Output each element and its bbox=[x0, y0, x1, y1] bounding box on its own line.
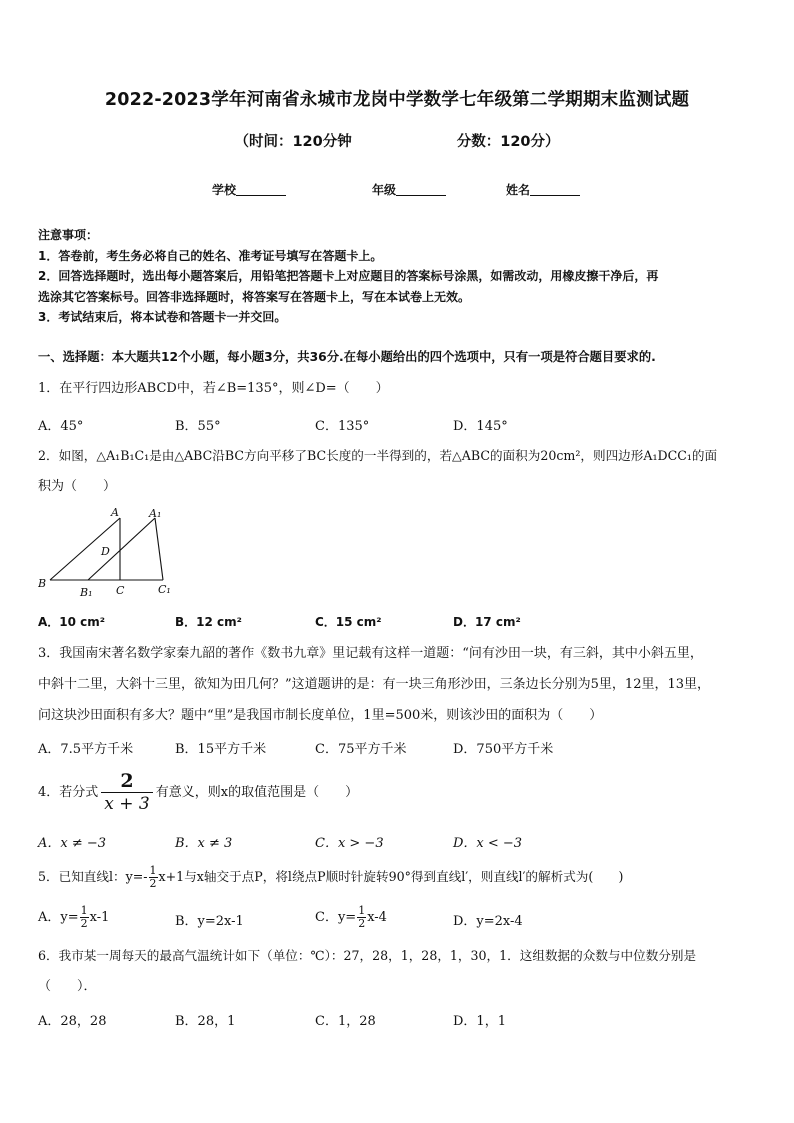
label-b1: B₁ bbox=[80, 586, 93, 599]
grade-blank bbox=[396, 183, 446, 196]
school-blank bbox=[236, 183, 286, 196]
fraction-numerator: 1 bbox=[149, 864, 157, 877]
option-a: A．45° bbox=[38, 419, 84, 434]
question-5-text bbox=[38, 865, 623, 890]
label-c1: C₁ bbox=[158, 583, 171, 596]
question-5-suffix: x+1与x轴交于点P，将l绕点P顺时针旋转90°得到直线l′，则直线l′的解析式为( ) bbox=[158, 869, 624, 884]
option-c-suffix: x-4 bbox=[367, 910, 387, 925]
option-d: D．750平方千米 bbox=[453, 742, 554, 757]
translated-triangles-figure bbox=[38, 503, 188, 603]
fraction-denominator: x + 3 bbox=[104, 794, 150, 814]
label-c: C bbox=[116, 584, 125, 597]
option-d: D．145° bbox=[453, 419, 508, 434]
question-4-text bbox=[38, 769, 358, 817]
question-3-line1: 3．我国南宋著名数学家秦九韶的著作《数书九章》里记载有这样一道题：“问有沙田一块，有三斜，其中小斜五里， bbox=[38, 646, 703, 661]
fraction-denominator: 2 bbox=[149, 877, 157, 890]
fraction-denominator: 2 bbox=[358, 917, 366, 930]
label-b: B bbox=[38, 577, 47, 590]
fraction-2-over-x-plus-3 bbox=[101, 770, 152, 815]
option-d: D．y=2x-4 bbox=[453, 914, 523, 929]
question-2-line1: 2．如图，△A₁B₁C₁是由△ABC沿BC方向平移了BC长度的一半得到的，若△ABC的面积为20cm²，则四边形A₁DCC₁的面 bbox=[38, 448, 718, 463]
question-6-line2: （ ）． bbox=[38, 979, 97, 994]
note-line: 3．考试结束后，将本试卷和答题卡一并交回。 bbox=[38, 310, 287, 324]
fraction-numerator: 2 bbox=[101, 770, 152, 793]
option-d: D．x < −3 bbox=[453, 836, 523, 851]
question-2-line2: 积为（ ） bbox=[38, 479, 117, 494]
question-4-suffix: 有意义，则x的取值范围是（ ） bbox=[155, 785, 359, 800]
option-a: A．x ≠ −3 bbox=[38, 836, 107, 851]
option-d: D．17 cm² bbox=[453, 615, 521, 629]
school-label: 学校 bbox=[212, 183, 237, 197]
fraction-one-half bbox=[357, 905, 366, 930]
option-c: C．135° bbox=[315, 419, 370, 434]
option-c-prefix: C．y= bbox=[315, 910, 357, 925]
label-a1: A₁ bbox=[149, 507, 162, 520]
question-3-line2: 中斜十二里，大斜十三里，欲知为田几何？”这道题讲的是：有一块三角形沙田，三条边长分别为5里，12里，13里， bbox=[38, 677, 711, 692]
option-d: D．1，1 bbox=[453, 1014, 506, 1029]
section-heading: 一、选择题：本大题共12个小题，每小题3分，共36分.在每小题给出的四个选项中，只有一项是符合题目要求的. bbox=[38, 350, 656, 364]
question-3-line3: 问这块沙田面积有多大？题中“里”是我国市制长度单位，1里=500米，则该沙田的面积为（ ） bbox=[38, 708, 603, 723]
exam-title: 2022-2023学年河南省永城市龙岗中学数学七年级第二学期期末监测试题 bbox=[104, 90, 690, 110]
notes-heading: 注意事项： bbox=[38, 228, 99, 242]
fraction-one-half bbox=[80, 905, 89, 930]
option-a: A．10 cm² bbox=[38, 615, 106, 629]
option-c: C．x > −3 bbox=[315, 836, 384, 851]
name-label: 姓名 bbox=[506, 183, 531, 197]
question-1-text: 1．在平行四边形ABCD中，若∠B=135°，则∠D=（ ） bbox=[38, 381, 389, 396]
fraction-numerator: 1 bbox=[358, 904, 366, 917]
name-blank bbox=[530, 183, 580, 196]
segment-a1c1 bbox=[155, 518, 163, 580]
note-line: 1．答卷前，考生务必将自己的姓名、准考证号填写在答题卡上。 bbox=[38, 248, 383, 263]
option-c bbox=[315, 905, 387, 930]
option-c: C．1，28 bbox=[315, 1014, 376, 1029]
note-line: 2．回答选择题时，选出每小题答案后，用铅笔把答题卡上对应题目的答案标号涂黑，如需改动，用橡皮擦干净后，再 bbox=[38, 269, 659, 283]
option-a: A．7.5平方千米 bbox=[38, 742, 134, 757]
fraction-numerator: 1 bbox=[80, 904, 88, 917]
grade-label: 年级 bbox=[372, 183, 397, 197]
grade-field bbox=[372, 181, 446, 198]
option-b: B．28，1 bbox=[175, 1014, 236, 1029]
notes-block bbox=[38, 225, 758, 328]
school-field bbox=[212, 181, 286, 198]
segment-b1a1 bbox=[88, 518, 155, 580]
name-field bbox=[506, 181, 580, 198]
option-b: B．x ≠ 3 bbox=[175, 836, 233, 851]
note-line: 选涂其它答案标号。回答非选择题时，将答案写在答题卡上，写在本试卷上无效。 bbox=[38, 289, 471, 304]
option-a-prefix: A．y= bbox=[38, 910, 79, 925]
option-b: B．15平方千米 bbox=[175, 742, 267, 757]
option-a-suffix: x-1 bbox=[89, 910, 110, 925]
label-d: D bbox=[101, 545, 110, 558]
option-b: B．y=2x-1 bbox=[175, 914, 244, 929]
time-limit: （时间：120分钟 bbox=[234, 134, 352, 150]
option-b: B．12 cm² bbox=[175, 615, 242, 629]
question-4-prefix: 4．若分式 bbox=[38, 785, 99, 800]
question-5-prefix: 5．已知直线l：y=- bbox=[38, 869, 148, 884]
fraction-denominator: 2 bbox=[80, 917, 88, 930]
option-c: C．75平方千米 bbox=[315, 742, 407, 757]
option-b: B．55° bbox=[175, 419, 221, 434]
option-a bbox=[38, 905, 109, 930]
label-a: A bbox=[111, 506, 119, 519]
total-score: 分数：120分） bbox=[456, 134, 560, 150]
question-6-line1: 6．我市某一周每天的最高气温统计如下（单位：℃）：27，28，1，28，1，30，1．这组数据的众数与中位数分别是 bbox=[38, 948, 697, 963]
option-c: C．15 cm² bbox=[315, 615, 382, 629]
exam-subtitle bbox=[0, 130, 794, 151]
option-a: A．28，28 bbox=[38, 1014, 107, 1029]
fraction-one-half bbox=[149, 865, 158, 890]
